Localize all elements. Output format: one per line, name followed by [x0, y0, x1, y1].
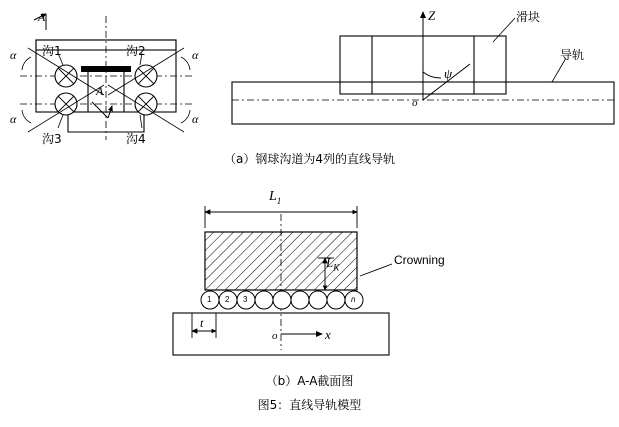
- ball-number-3: 3: [243, 295, 248, 304]
- section-label-top: A: [38, 10, 46, 24]
- angle-label-2: α: [192, 48, 199, 62]
- ball-number-n: n: [351, 295, 356, 304]
- crowning-label: Crowning: [394, 253, 445, 267]
- angle-label-1: α: [10, 48, 17, 62]
- groove-label-1: 沟1: [42, 44, 62, 58]
- pitch-label: t: [200, 316, 204, 330]
- groove-label-4: 沟4: [126, 132, 146, 146]
- figure-title: 图5：直线导轨模型: [257, 398, 362, 412]
- rail-label: 导轨: [560, 48, 585, 62]
- contact-angle-lines: [28, 48, 184, 132]
- slider-label: 滑块: [516, 10, 541, 24]
- ball-number-1: 1: [207, 295, 212, 304]
- angle-label-3: α: [10, 112, 17, 126]
- psi-angle-label: ψ: [444, 66, 453, 81]
- z-axis: [423, 12, 470, 100]
- caption-b: （b）A-A截面图: [265, 374, 354, 388]
- ball-number-2: 2: [225, 295, 230, 304]
- dimension-t: [192, 313, 216, 338]
- side-view-leaders: [493, 18, 566, 82]
- crowning-leader: [360, 264, 392, 276]
- section-label-mid: A: [96, 84, 104, 98]
- z-axis-label: Z: [428, 8, 436, 23]
- side-view-origin-label: o: [412, 97, 418, 109]
- groove-label-2: 沟2: [126, 44, 146, 58]
- section-origin-label: o: [272, 330, 278, 342]
- angle-label-4: α: [192, 112, 199, 126]
- caption-a: （a）钢球沟道为4列的直线导轨: [224, 152, 395, 166]
- x-axis-label: x: [325, 327, 331, 342]
- Lk-label: $L_K$: [326, 255, 340, 273]
- groove-label-3: 沟3: [42, 132, 62, 146]
- L1-label: $L_1$: [269, 189, 282, 206]
